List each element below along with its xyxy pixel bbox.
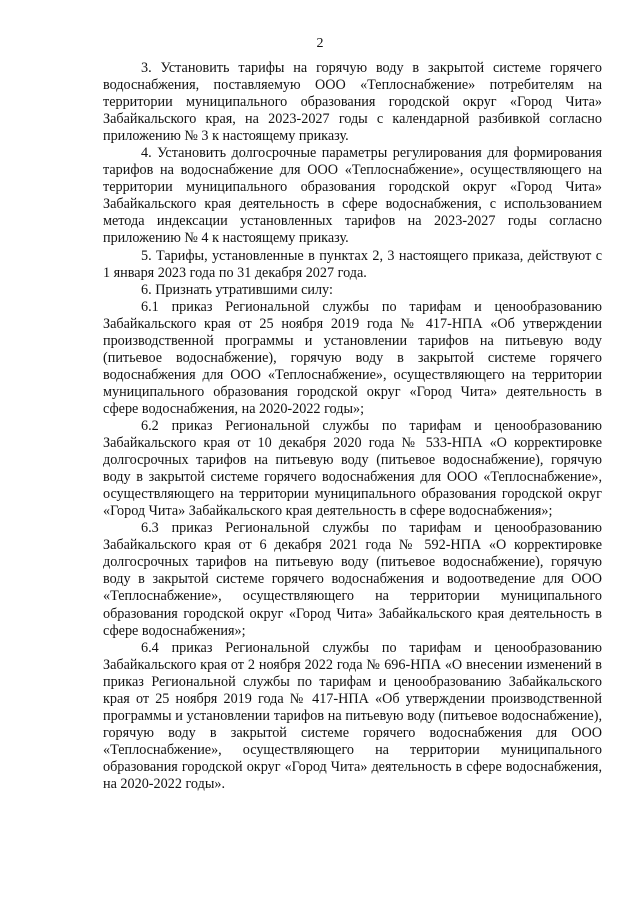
page-number: 2	[316, 36, 324, 51]
paragraph-item-4: 4. Установить долгосрочные параметры регулирования для формирования тарифов на водоснабжение для ООО «Теплоснабжение», осуществляющего на территории муниципального образования городской округ «Город Чита» Забайкальского края деятельность в сфере водоснабжения, с использованием метода индексации установленных тарифов на 2023-2027 годы согласно приложению № 4 к настоящему приказу.	[103, 145, 602, 247]
document-body	[103, 60, 602, 793]
paragraph-item-6-3: 6.3 приказ Региональной службы по тарифам и ценообразованию Забайкальского края от 6 декабря 2021 года № 592-НПА «О корректировке долгосрочных тарифов на питьевую воду (питьевое водоснабжение), горячую воду в закрытой системе горячего водоснабжения и водоотведение для ООО «Теплоснабжение», осуществляющего на территории муниципального образования городской округ «Город Чита» Забайкальского края деятельность в сфере водоснабжения»;	[103, 520, 602, 639]
paragraph-item-5: 5. Тарифы, установленные в пунктах 2, 3 настоящего приказа, действуют с 1 января 2023 года по 31 декабря 2027 года.	[103, 247, 602, 281]
paragraph-item-6-4: 6.4 приказ Региональной службы по тарифам и ценообразованию Забайкальского края от 2 ноября 2022 года № 696-НПА «О внесении изменений в приказ Региональной службы по тарифам и ценообразованию Забайкальского края от 25 ноября 2019 года № 417-НПА «Об утверждении производственной программы и установлении тарифов на питьевую воду (питьевое водоснабжение), горячую воду в закрытой системе горячего водоснабжения для ООО «Теплоснабжение», осуществляющего на территории муниципального образования городской округ «Город Чита» деятельность в сфере водоснабжения, на 2020-2022 годы».	[103, 639, 602, 792]
paragraph-item-6-1: 6.1 приказ Региональной службы по тарифам и ценообразованию Забайкальского края от 25 ноября 2019 года № 417-НПА «Об утверждении производственной программы и установлении тарифов на питьевую воду (питьевое водоснабжение), горячую воду в закрытой системе горячего водоснабжения для ООО «Теплоснабжение», осуществляющего на территории муниципального образования городской округ «Город Чита» деятельность в сфере водоснабжения, на 2020-2022 годы»;	[103, 298, 602, 417]
paragraph-item-3: 3. Установить тарифы на горячую воду в закрытой системе горячего водоснабжения, поставляемую ООО «Теплоснабжение» потребителям на территории муниципального образования городской округ «Город Чита» Забайкальского края, на 2023-2027 годы с календарной разбивкой согласно приложению № 3 к настоящему приказу.	[103, 60, 602, 145]
paragraph-item-6: 6. Признать утратившими силу:	[141, 281, 333, 298]
paragraph-item-6-2: 6.2 приказ Региональной службы по тарифам и ценообразованию Забайкальского края от 10 декабря 2020 года № 533-НПА «О корректировке долгосрочных тарифов на питьевую воду (питьевое водоснабжение), горячую воду в закрытой системе горячего водоснабжения для ООО «Теплоснабжение», осуществляющего на территории муниципального образования городской округ «Город Чита» Забайкальского края деятельность в сфере водоснабжения»;	[103, 417, 602, 520]
